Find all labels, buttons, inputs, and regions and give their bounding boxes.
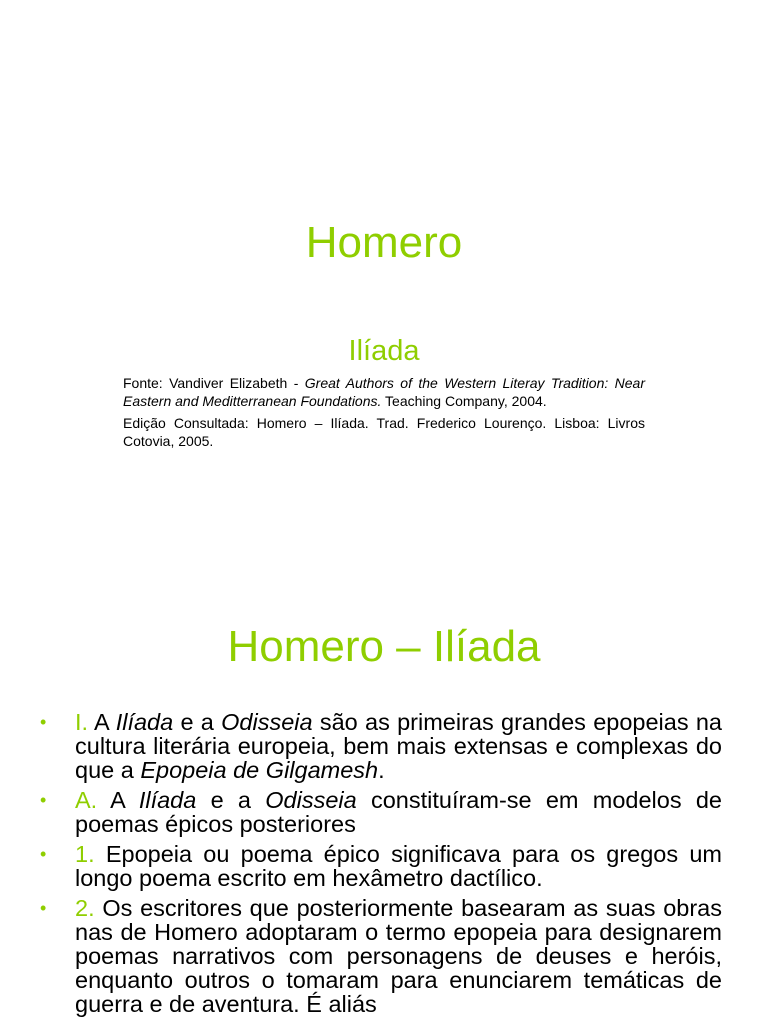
reference-source [123,374,645,410]
item-number: I. [75,709,89,735]
slide-subtitle: Ilíada [348,335,420,367]
item-text: A [97,787,139,813]
reference-edition: Edição Consultada: Homero – Ilíada. Trad. Frederico Lourenço. Lisboa: Livros Cotovia, 2005. [123,415,645,449]
item-italic: Epopeia de Gilgamesh [140,757,379,783]
bullet-list [40,710,722,1022]
item-text: são as primeiras grandes epopeias na cultura literária europeia, bem mais extensas e complexas do que a [75,709,722,783]
reference-source-title: Great Authors of the Western Literay Tradition: Near Eastern and Meditterranean Foundations. [123,375,645,409]
bullet-icon: • [40,898,47,918]
bullet-icon: • [40,844,47,864]
list-item [40,842,722,890]
bullet-icon: • [40,712,47,732]
item-text: e a [173,709,222,735]
bullet-icon: • [40,790,47,810]
item-italic: Ilíada [115,709,174,735]
item-number: 1. [75,841,95,867]
item-text: Epopeia ou poema épico significava para os gregos um longo poema escrito em hexâmetro dactílico. [75,841,722,891]
list-item [40,788,722,836]
content-slide-heading: Homero – Ilíada [227,622,541,671]
item-italic: Odisseia [221,709,313,735]
list-item [40,710,722,782]
item-number: A. [75,787,98,813]
item-text: e a [196,787,266,813]
slide-content [0,576,768,1024]
item-text: . [378,757,385,783]
reference-source-suffix: Teaching Company, 2004. [381,393,547,409]
references-block [123,374,645,454]
reference-source-prefix: Fonte: Vandiver Elizabeth - [123,375,305,391]
item-text: Os escritores que posteriormente basearam as suas obras nas de Homero adoptaram o termo epopeia para designarem poemas narrativos com personagens de deuses e heróis, enquanto outros o tomaram para enunciarem temáticas de guerra e de aventura. É aliás [75,895,722,1017]
item-italic: Ilíada [138,787,197,813]
item-text: A [88,709,116,735]
slide-title-heading: Homero [305,218,463,267]
item-italic: Odisseia [265,787,357,813]
item-number: 2. [75,895,95,921]
list-item [40,896,722,1016]
item-text: constituíram-se em modelos de poemas épicos posteriores [75,787,722,837]
